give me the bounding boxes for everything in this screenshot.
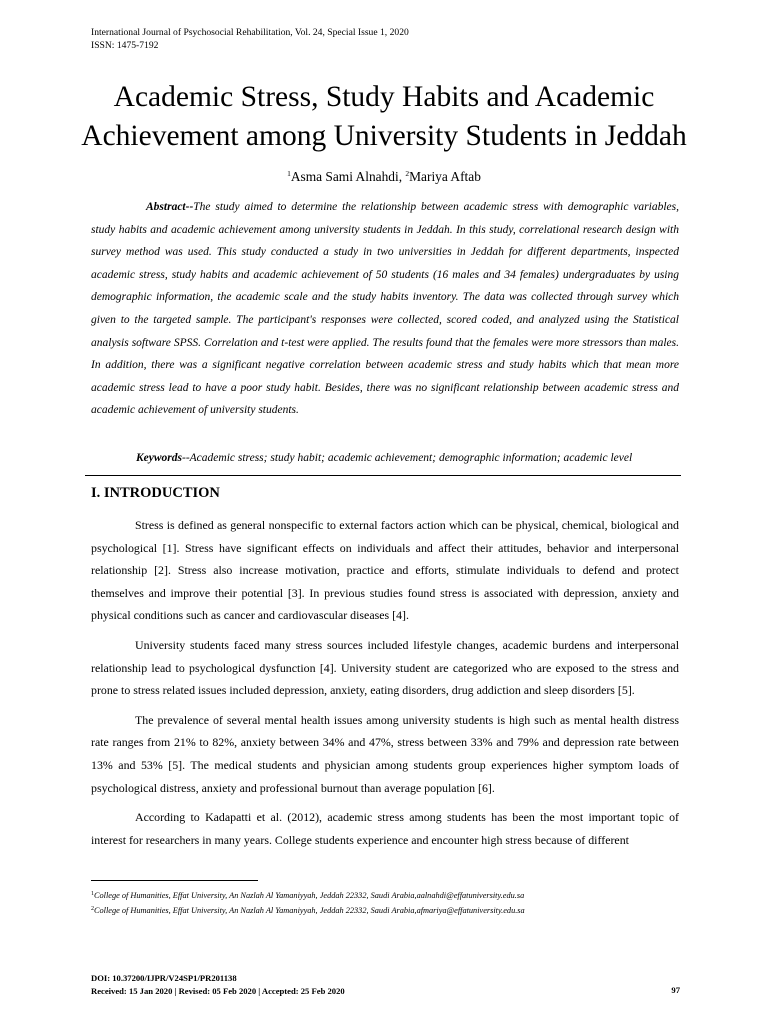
author-list <box>0 166 768 185</box>
journal-header <box>91 27 409 52</box>
paper-title-line-2: Achievement among University Students in Jeddah <box>81 120 687 152</box>
keywords-label: Keywords <box>136 452 182 464</box>
footer-doi: DOI: 10.37200/IJPR/V24SP1/PR201138 <box>91 973 237 983</box>
author-2-affiliation-mark: 2 <box>405 169 410 178</box>
footnote-2-mark: 2 <box>91 905 94 912</box>
paper-title <box>40 78 728 156</box>
author-1-affiliation-mark: 1 <box>287 169 291 178</box>
journal-citation: International Journal of Psychosocial Rehabilitation, Vol. 24, Special Issue 1, 2020 <box>91 27 409 38</box>
keywords-text: --Academic stress; study habit; academic achievement; demographic information; academic level <box>182 452 633 464</box>
author-2-name: Mariya Aftab <box>409 169 481 184</box>
paper-title-line-1: Academic Stress, Study Habits and Academic <box>113 81 655 113</box>
footnote-1-text: College of Humanities, Effat University, An Nazlah Al Yamaniyyah, Jeddah 22332, Saudi Arabia,aalnahdi@effatuniversity.edu.sa <box>94 891 525 900</box>
page-number: 97 <box>671 985 680 995</box>
introduction-paragraph-3: The prevalence of several mental health issues among university students is high such as mental health distress rate ranges from 21% to 82%, anxiety between 34% and 47%, stress between 33% and 79% and depression rate between 13% and 53% [5]. The medical students and physician among students group experiences higher symptom loads of psychological distress, anxiety and professional burnout than average population [6]. <box>91 712 679 795</box>
journal-issn: ISSN: 1475-7192 <box>91 39 159 51</box>
abstract-label: Abstract-- <box>146 201 194 213</box>
section-heading-introduction: I. INTRODUCTION <box>91 485 220 501</box>
abstract <box>91 196 679 422</box>
introduction-paragraph-4: According to Kadapatti et al. (2012), academic stress among students has been the most important topic of interest for researchers in many years. College students experience and encounter high stress because of different <box>91 810 679 847</box>
footnote-1-mark: 1 <box>91 891 94 897</box>
introduction-paragraph-1: Stress is defined as general nonspecific to external factors action which can be physical, chemical, biological and psychological [1]. Stress have significant effects on individuals and affect their attitudes, behavior and interpersonal relationship [2]. Stress also increase motivation, practice and efforts, stimulate individuals to defend and protect themselves and improve their potential [3]. In previous studies found stress is associated with depression, anxiety and physical conditions such as cancer and cardiovascular diseases [4]. <box>91 518 679 623</box>
footnote-divider <box>91 880 258 881</box>
footnote-2 <box>91 903 525 918</box>
footnotes <box>91 888 525 917</box>
footer-dates: Received: 15 Jan 2020 | Revised: 05 Feb 2020 | Accepted: 25 Feb 2020 <box>91 985 345 996</box>
author-1-name: Asma Sami Alnahdi, <box>290 169 406 184</box>
section-divider <box>85 475 681 476</box>
keywords <box>91 450 683 466</box>
footnote-2-text: College of Humanities, Effat University, An Nazlah Al Yamaniyyah, Jeddah 22332, Saudi Arabia,afmariya@effatuniversity.edu.sa <box>94 905 525 915</box>
footnote-1 <box>91 888 525 903</box>
page-footer <box>91 972 345 997</box>
introduction-paragraph-2: University students faced many stress sources included lifestyle changes, academic burdens and interpersonal relationship lead to psychological dysfunction [4]. University student are categorized who are exposed to the stress and prone to stress related issues included depression, anxiety, eating disorders, drug addiction and sleep disorders [5]. <box>91 637 679 698</box>
introduction-body <box>91 514 679 858</box>
abstract-text: The study aimed to determine the relationship between academic stress with demographic variables, study habits and academic achievement among university students in Jeddah. In this study, correlational research design with survey method was used. This study conducted a study in two universities in Jeddah for different departments, inspected academic stress, study habits and academic achievement of 50 students (16 males and 34 females) undergraduates by using demographic information, the academic scale and the study habits inventory. The data was collected through survey which given to the targeted sample. The participant's responses were collected, scored coded, and analyzed using the Statistical analysis software SPSS. Correlation and t-test were applied. The results found that the females were more stressors than males. In addition, there was a significant negative correlation between academic stress and study habits which that mean more academic stress lead to have a poor study habit. Besides, there was no significant relationship between academic stress and academic achievement of university students. <box>91 201 679 417</box>
